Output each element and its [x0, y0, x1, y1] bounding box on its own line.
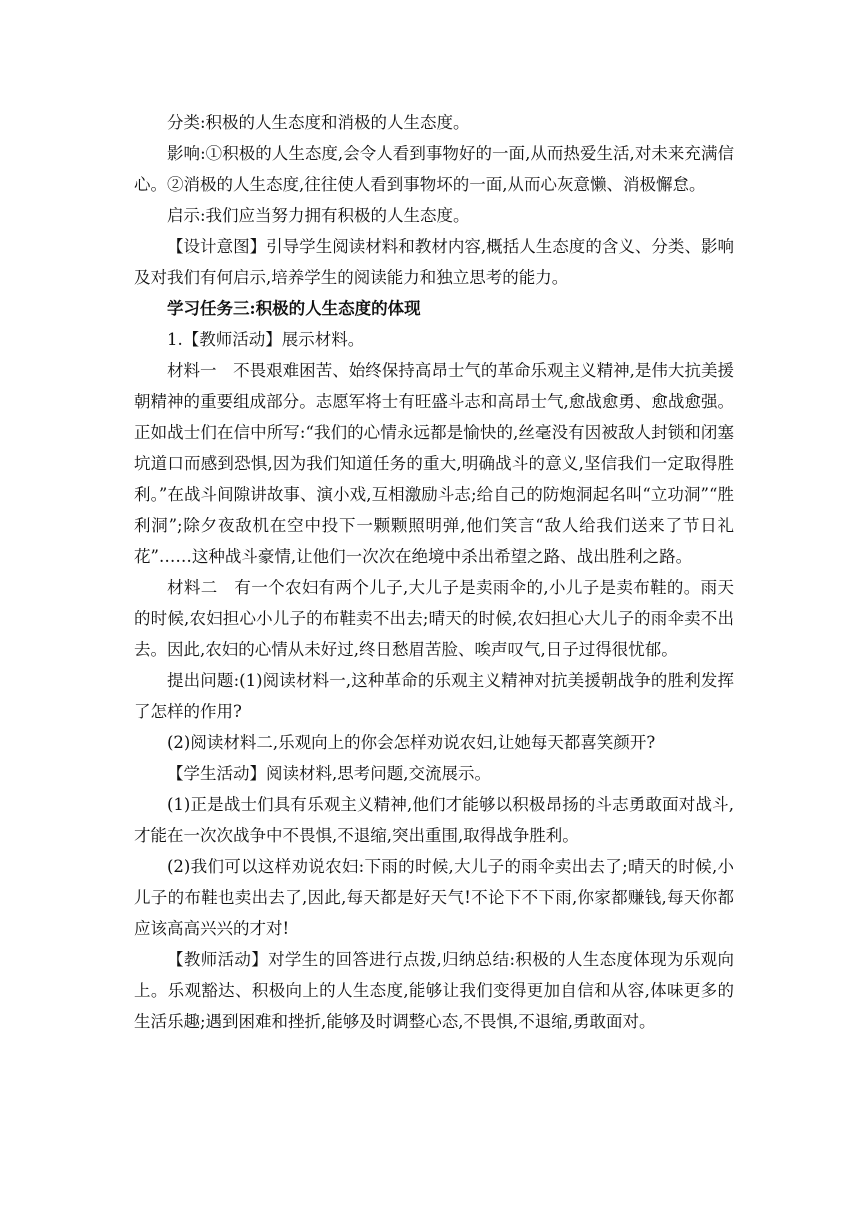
inspiration-paragraph: 启示:我们应当努力拥有积极的人生态度。 [167, 206, 470, 225]
teacher-activity-paragraph: 1.【教师活动】展示材料。 [167, 330, 365, 349]
question-one-paragraph: 提出问题:(1)阅读材料一,这种革命的乐观主义精神对抗美援朝战争的胜利发挥了怎样的作用? [134, 671, 734, 721]
teacher-summary-paragraph: 【教师活动】对学生的回答进行点拨,归纳总结:积极的人生态度体现为乐观向上。乐观豁达、积极向上的人生态度,能够让我们变得更加自信和从容,体味更多的生活乐趣;遇到困难和挫折,能够及时调整心态,不畏惧,不退缩,勇敢面对。 [134, 950, 734, 1031]
design-intent-paragraph: 【设计意图】引导学生阅读材料和教材内容,概括人生态度的含义、分类、影响及对我们有何启示,培养学生的阅读能力和独立思考的能力。 [134, 237, 734, 287]
classification-paragraph: 分类:积极的人生态度和消极的人生态度。 [167, 113, 470, 132]
task-three-heading: 学习任务三:积极的人生态度的体现 [167, 299, 421, 318]
question-two-paragraph: (2)阅读材料二,乐观向上的你会怎样劝说农妇,让她每天都喜笑颜开? [167, 733, 656, 752]
document-body [134, 107, 734, 1037]
material-two-paragraph: 材料二 有一个农妇有两个儿子,大儿子是卖雨伞的,小儿子是卖布鞋的。雨天的时候,农妇担心小儿子的布鞋卖不出去;晴天的时候,农妇担心大儿子的雨伞卖不出去。因此,农妇的心情从未好过,终日愁眉苦脸、唉声叹气,日子过得很忧郁。 [134, 578, 734, 659]
material-one-paragraph: 材料一 不畏艰难困苦、始终保持高昂士气的革命乐观主义精神,是伟大抗美援朝精神的重要组成部分。志愿军将士有旺盛斗志和高昂士气,愈战愈勇、愈战愈强。正如战士们在信中所写:“我们的心情永远都是愉快的,丝毫没有因被敌人封锁和闭塞坑道口而感到恐惧,因为我们知道任务的重大,明确战斗的意义,坚信我们一定取得胜利。”在战斗间隙讲故事、演小戏,互相激励斗志;给自己的防炮洞起名叫“立功洞”“胜利洞”;除夕夜敌机在空中投下一颗颗照明弹,他们笑言“敌人给我们送来了节日礼花”……这种战斗豪情,让他们一次次在绝境中杀出希望之路、战出胜利之路。 [134, 361, 734, 566]
answer-one-paragraph: (1)正是战士们具有乐观主义精神,他们才能够以积极昂扬的斗志勇敢面对战斗,才能在一次次战争中不畏惧,不退缩,突出重围,取得战争胜利。 [134, 795, 734, 845]
student-activity-paragraph: 【学生活动】阅读材料,思考问题,交流展示。 [167, 764, 491, 783]
answer-two-paragraph: (2)我们可以这样劝说农妇:下雨的时候,大儿子的雨伞卖出去了;晴天的时候,小儿子的布鞋也卖出去了,因此,每天都是好天气!不论下不下雨,你家都赚钱,每天你都应该高高兴兴的才对! [134, 857, 734, 938]
influence-paragraph: 影响:①积极的人生态度,会令人看到事物好的一面,从而热爱生活,对未来充满信心。②消极的人生态度,往往使人看到事物坏的一面,从而心灰意懒、消极懈怠。 [134, 144, 734, 194]
